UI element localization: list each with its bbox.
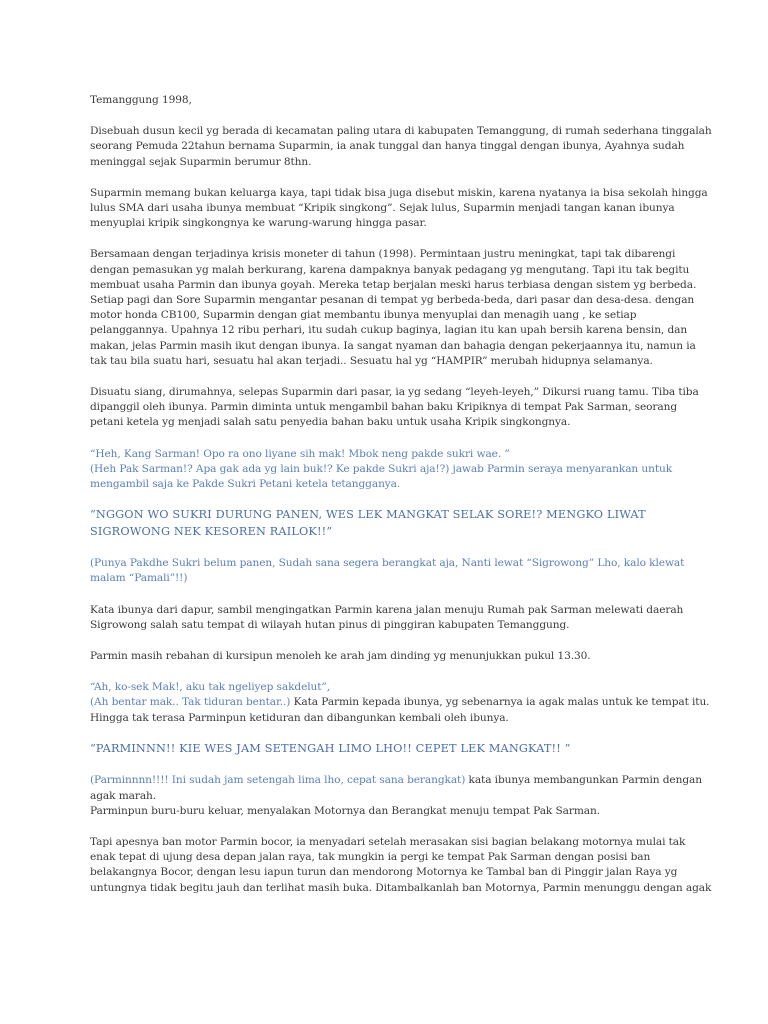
inline-blue-text: (Ah bentar mak.. Tak tiduran bentar..) (90, 696, 291, 709)
text-line: motor honda CB100, Suparmin dengan giat membantu ibunya menyuplai dan menagih uang , ke setiap (90, 309, 637, 322)
text-line: Disuatu siang, dirumahnya, selepas Suparmin dari pasar, ia yg sedang “leyeh-leyeh,” Dikursi ruang tamu. Tiba tiba (90, 386, 699, 399)
text-line: seorang Pemuda 22tahun bernama Suparmin, ia anak tunggal dan hanya tinggal dengan ibunya, Ayahnya sudah (90, 140, 685, 153)
text-line: (Heh Pak Sarman!? Apa gak ada yg lain buk!? Ke pakde Sukri aja!?) jawab Parmin seraya menyarankan untuk (90, 462, 673, 475)
text-line: meninggal sejak Suparmin berumur 8thn. (90, 155, 312, 168)
inline-blue-text: (Parminnnn!!!! Ini sudah jam setengah lima lho, cepat sana berangkat) (90, 774, 466, 787)
dialogue-4 (90, 680, 710, 726)
text-line: untungnya tidak begitu jauh dan terlihat masih buka. Ditambalkanlah ban Motornya, Parmin menunggu dengan agak (90, 881, 712, 894)
text-line: petani ketela yg menjadi salah satu penyedia bahan baku untuk usaha Kripik singkongnya. (90, 416, 571, 429)
text-line: SIGROWONG NEK KESOREN RAILOK!!” (90, 524, 333, 538)
dialogue-3 (90, 556, 685, 586)
text-line: enak tepat di ujung desa depan jalan raya, tak mungkin ia pergi ke tempat Pak Sarman dengan posisi ban (90, 851, 651, 864)
text-line: tak tau bila suatu hari, sesuatu hal akan terjadi.. Sesuatu hal yg “HAMPIR” merubah hidupnya selamanya. (90, 354, 653, 367)
text-line: makan, jelas Parmin masih ikut dengan ibunya. Ia sangat nyaman dan bahagia dengan pekerjaannya itu, namun ia (90, 339, 696, 352)
text-line: “Ah, ko-sek Mak!, aku tak ngeliyep sakdelut”, (90, 681, 331, 694)
text-line (90, 773, 702, 788)
text-line: agak marah. (90, 789, 157, 802)
dialogue-1 (90, 447, 680, 493)
paragraph-5 (90, 603, 684, 633)
text-line: “NGGON WO SUKRI DURUNG PANEN, WES LEK MANGKAT SELAK SORE!? MENGKO LIWAT (90, 508, 646, 522)
text-line: dipanggil oleh ibunya. Parmin diminta untuk mengambil bahan baku Kripiknya di tempat Pak Sarman, seorang (90, 401, 678, 414)
text-line: Disebuah dusun kecil yg berada di kecamatan paling utara di kabupaten Temanggung, di rumah sederhana tinggalah (90, 125, 712, 138)
text-line (90, 695, 710, 710)
paragraph-6 (90, 649, 680, 664)
paragraph-3 (90, 247, 697, 369)
text-line: Suparmin memang bukan keluarga kaya, tapi tidak bisa juga disebut miskin, karena nyatanya ia bisa sekolah hingga (90, 186, 708, 199)
text-line: Setiap pagi dan Sore Suparmin mengantar pesanan di tempat yg berbeda-beda, dari pasar dan desa-desa. dengan (90, 294, 695, 307)
text-line: (Punya Pakdhe Sukri belum panen, Sudah sana segera berangkat aja, Nanti lewat “Sigrowong” Lho, kalo klewat (90, 557, 685, 570)
text-line: Bersamaan dengan terjadinya krisis moneter di tahun (1998). Permintaan justru meningkat, tapi tak dibarengi (90, 248, 676, 261)
dialogue-5 (90, 741, 680, 758)
dialogue-2 (90, 507, 680, 540)
text-line: Hingga tak terasa Parminpun ketiduran dan dibangunkan kembali oleh ibunya. (90, 711, 509, 724)
paragraph-7 (90, 835, 712, 896)
dialogue-6 (90, 773, 702, 819)
text-line: “Heh, Kang Sarman! Opo ra ono liyane sih mak! Mbok neng pakde sukri wae. ” (90, 447, 510, 460)
text-line: pelanggannya. Upahnya 12 ribu perhari, itu sudah cukup baginya, lagian itu kan upah bersih karena bensin, dan (90, 324, 688, 337)
text-line: Kata ibunya dari dapur, sambil mengingatkan Parmin karena jalan menuju Rumah pak Sarman melewati daerah (90, 603, 684, 616)
inline-text: kata ibunya membangunkan Parmin dengan (465, 774, 702, 787)
text-line: Tapi apesnya ban motor Parmin bocor, ia menyadari setelah merasakan sisi bagian belakang motornya mulai tak (90, 836, 686, 848)
paragraph-2 (90, 186, 708, 232)
text-line: dengan pemasukan yg malah berkurang, karena dampaknya banyak pedagang yg mengutang. Tapi itu tak begitu (90, 263, 690, 276)
text-line: Parmin masih rebahan di kursipun menoleh ke arah jam dinding yg menunjukkan pukul 13.30. (90, 650, 591, 663)
text-line: lulus SMA dari usaha ibunya membuat “Kripik singkong”. Sejak lulus, Suparmin menjadi tangan kanan ibunya (90, 202, 675, 215)
paragraph-4 (90, 385, 699, 431)
inline-text: Kata Parmin kepada ibunya, yg sebenarnya ia agak malas untuk ke tempat itu. (290, 696, 710, 709)
text-line: menyuplai kripik singkongnya ke warung-warung hingga pasar. (90, 217, 427, 230)
text-line: Parminpun buru-buru keluar, menyalakan Motornya dan Berangkat menuju tempat Pak Sarman. (90, 804, 601, 817)
text-line: Sigrowong salah satu tempat di wilayah hutan pinus di pinggiran kabupaten Temanggung. (90, 618, 570, 631)
text-line: mengambil saja ke Pakde Sukri Petani ketela tetangganya. (90, 478, 401, 491)
text-line: malam “Pamali”!!) (90, 572, 188, 585)
text-line: membuat usaha Parmin dan ibunya goyah. Mereka tetap berjalan meski harus terbiasa dengan sistem yg berbeda. (90, 278, 697, 291)
text-line: “PARMINNN!! KIE WES JAM SETENGAH LIMO LHO!! CEPET LEK MANGKAT!! ” (90, 741, 571, 755)
text-line: belakangnya Bocor, dengan lesu iapun turun dan mendorong Motornya ke Tambal ban di Pinggir jalan Raya yg (90, 866, 678, 879)
heading: Temanggung 1998, (90, 94, 192, 106)
paragraph-1 (90, 124, 712, 170)
